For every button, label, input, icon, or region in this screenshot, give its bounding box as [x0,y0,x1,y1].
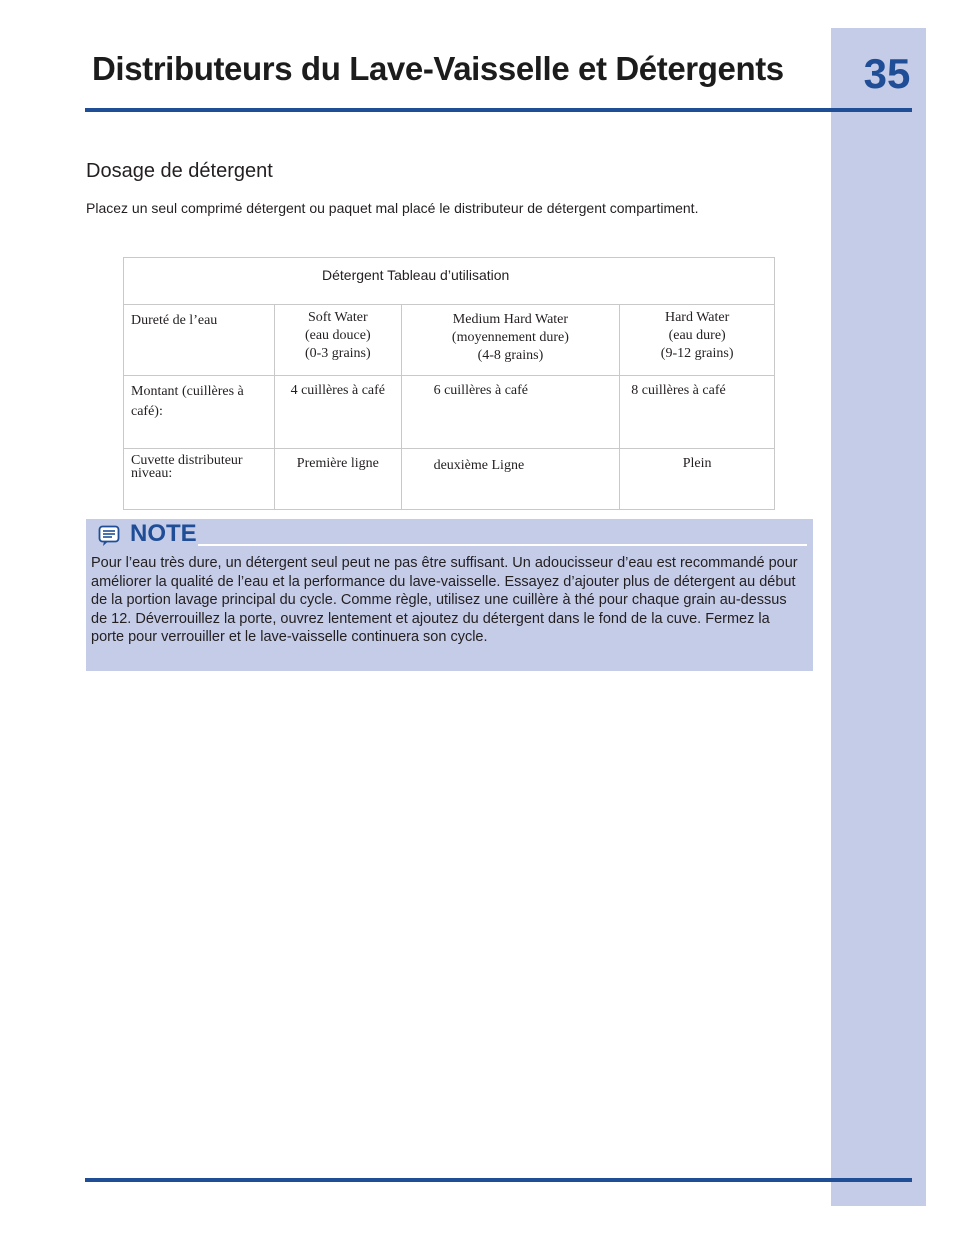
table-cell: deuxième Ligne [401,449,620,510]
table-cell: Soft Water (eau douce) (0-3 grains) [275,305,402,376]
row-label: Dureté de l’eau [124,305,275,376]
note-label: NOTE [130,520,197,547]
footer-rule [85,1178,912,1182]
table-cell: Hard Water (eau dure) (9-12 grains) [620,305,775,376]
table-cell: 8 cuillères à café [620,376,775,449]
table-cell: Première ligne [275,449,402,510]
page-title: Distributeurs du Lave-Vaisselle et Détergents [92,50,784,87]
table-cell: Plein [620,449,775,510]
table-cell: 4 cuillères à café [275,376,402,449]
row-label: Montant (cuillères à café): [124,376,275,449]
table-cell: 6 cuillères à café [401,376,620,449]
row-label: Cuvette distributeur niveau: [124,449,275,510]
side-band [831,28,926,1206]
table-cell: Medium Hard Water (moyennement dure) (4-8 grains) [401,305,620,376]
table-row [124,449,775,510]
section-heading: Dosage de détergent [86,160,273,182]
note-box [86,519,813,671]
table-row [124,376,775,449]
note-text: Pour l’eau très dure, un détergent seul peut ne pas être suffisant. Un adoucisseur d’eau est recommandé pour améliorer la qualité de l’eau et la performance du lave-vaisselle. Essayez d’ajouter plus de détergent au début de la portion lavage principal du cycle. Comme règle, utilisez une cuillère à thé pour chaque grain au-dessus de 12. Déverrouillez la porte, ouvrez lentement et ajoutez du détergent dans le fond de la cuve. Fermez la porte pour verrouiller et le lave-vaisselle continuera son cycle. [91,555,798,646]
note-icon [98,525,120,547]
table-title: Détergent Tableau d’utilisation [124,258,775,305]
note-divider [198,544,807,546]
table-row [124,305,775,376]
intro-paragraph: Placez un seul comprimé détergent ou paquet mal placé le distributeur de détergent compartiment. [86,200,699,216]
page-number: 35 [863,50,911,97]
detergent-usage-table [123,257,775,510]
header-rule [85,108,912,112]
